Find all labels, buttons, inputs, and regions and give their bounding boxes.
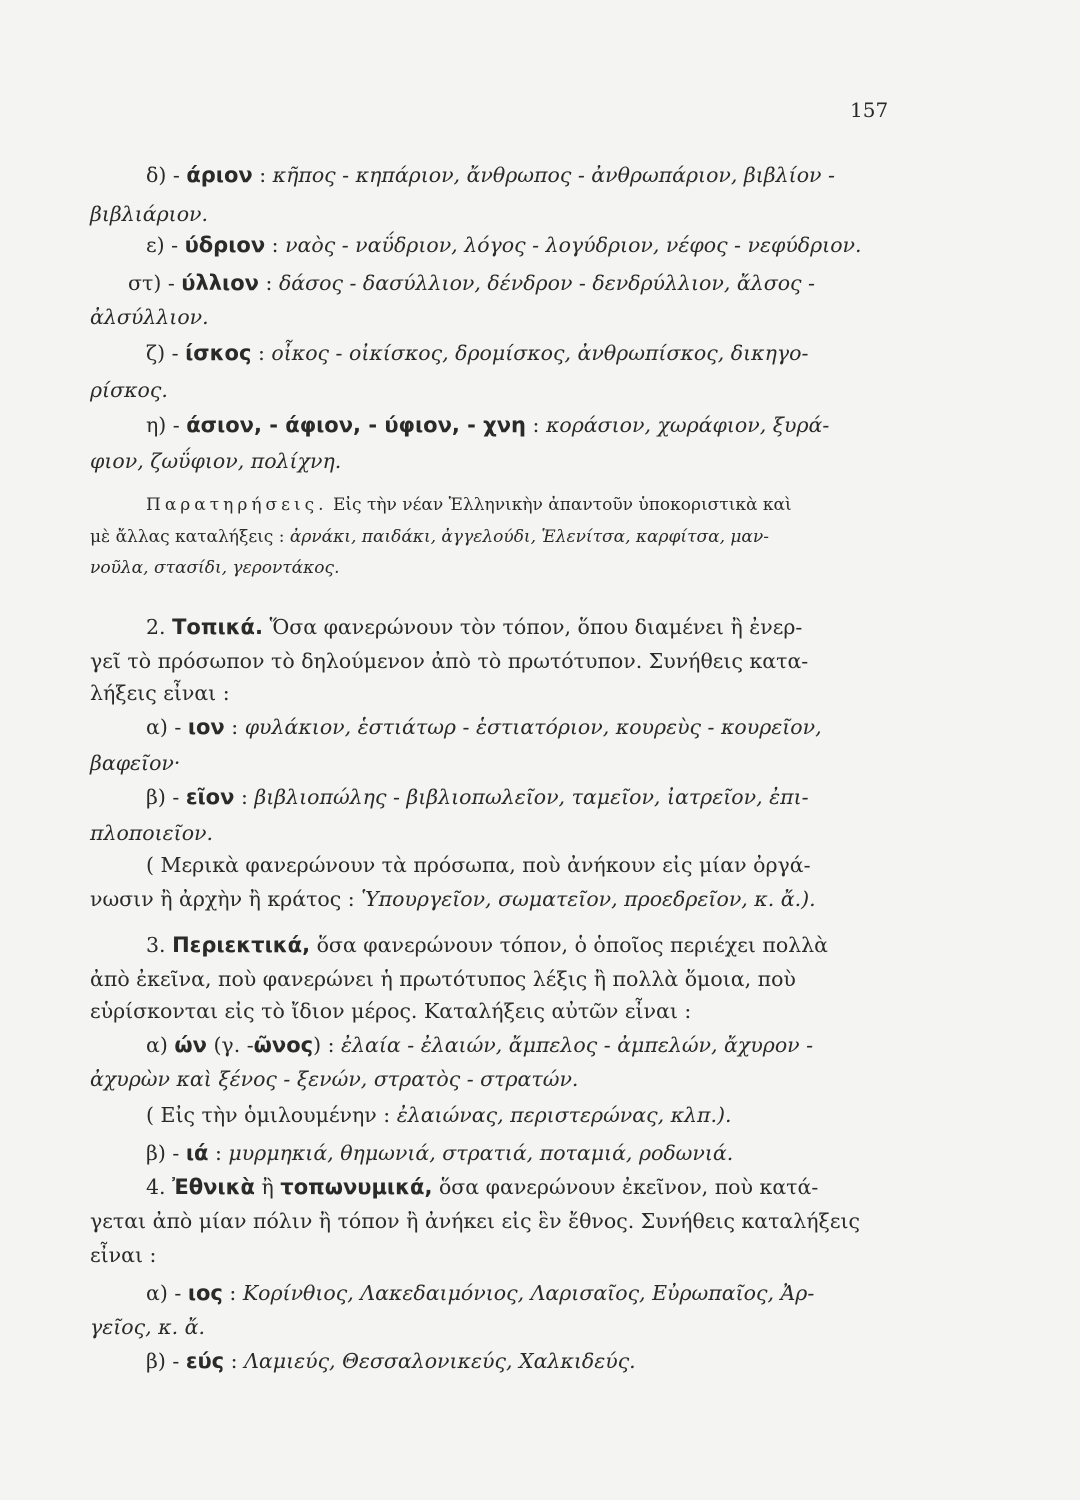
text-line: δ) - άριον : κῆπος - κηπάριον, ἄνθρωπος - ἀνθρωπάριον, βιβλίον - xyxy=(146,163,835,187)
text-line: γεῖ τὸ πρόσωπον τὸ δηλούμενον ἀπὸ τὸ πρωτότυπον. Συνήθεις κατα- xyxy=(90,649,809,673)
note-line: μὲ ἄλλας καταλήξεις : ἀρνάκι, παιδάκι, ἀγγελούδι, Ἑλενίτσα, καρφίτσα, μαν- xyxy=(90,527,769,547)
text-line: α) ών (γ. -ῶνος) : ἐλαία - ἐλαιών, ἄμπελος - ἀμπελών, ἄχυρον - xyxy=(146,1033,814,1057)
suffix-bold: ιον xyxy=(187,715,225,739)
text-line: ε) - ύδριον : ναὸς - ναΰδριον, λόγος - λογύδριον, νέφος - νεφύδριον. xyxy=(146,233,862,257)
text-line: η) - άσιον, - άφιον, - ύφιον, - χνη : κοράσιον, χωράφιον, ξυρά- xyxy=(146,413,830,437)
text-line: λήξεις εἶναι : xyxy=(90,681,230,705)
text-line: α) - ιον : φυλάκιον, ἑστιάτωρ - ἑστιατόριον, κουρεὺς - κουρεῖον, xyxy=(146,715,822,739)
example-words: κῆπος - κηπάριον, ἄνθρωπος - ἀνθρωπάριον, βιβλίον - xyxy=(272,163,835,187)
suffix-bold: ίσκος xyxy=(185,341,252,365)
suffix-bold: ών xyxy=(174,1033,207,1057)
page-number: 157 xyxy=(850,98,889,122)
text-line: ( Εἰς τὴν ὁμιλουμένην : ἐλαιώνας, περιστερώνας, κλπ.). xyxy=(146,1103,732,1127)
section-heading: τοπωνυμικά, xyxy=(280,1175,433,1199)
text-line: ρίσκος. xyxy=(90,378,168,402)
section-line: 4. Ἐθνικὰ ἢ τοπωνυμικά, ὅσα φανερώνουν ἐκεῖνον, ποὺ κατά- xyxy=(146,1175,819,1199)
text-line: ἀπὸ ἐκεῖνα, ποὺ φανερώνει ἡ πρωτότυπος λέξις ἢ πολλὰ ὅμοια, ποὺ xyxy=(90,967,796,991)
suffix-bold: ιά xyxy=(185,1141,209,1165)
text-line: εὑρίσκονται εἰς τὸ ἴδιον μέρος. Καταλήξεις αὐτῶν εἶναι : xyxy=(90,999,692,1023)
text-line: β) - ιά : μυρμηκιά, θημωνιά, στρατιά, ποταμιά, ροδωνιά. xyxy=(146,1141,734,1165)
note-heading: Παρατηρήσεις. xyxy=(146,495,328,515)
text-line: εἶναι : xyxy=(90,1243,157,1267)
text-line: β) - εύς : Λαμιεύς, Θεσσαλονικεύς, Χαλκιδεύς. xyxy=(146,1349,636,1373)
text-line: νωσιν ἢ ἀρχὴν ἢ κράτος : Ὑπουργεῖον, σωματεῖον, προεδρεῖον, κ. ἄ.). xyxy=(90,887,816,911)
text-line: γεῖος, κ. ἄ. xyxy=(90,1315,205,1339)
text-line: α) - ιος : Κορίνθιος, Λακεδαιμόνιος, Λαρισαῖος, Εὐρωπαῖος, Ἀρ- xyxy=(146,1281,815,1305)
suffix-bold: εύς xyxy=(185,1349,225,1373)
text-line: πλοποιεῖον. xyxy=(90,821,214,845)
suffix-bold: άριον xyxy=(186,163,253,187)
section-heading: Περιεκτικά, xyxy=(172,933,311,957)
section-line: 3. Περιεκτικά, ὅσα φανερώνουν τόπον, ὁ ὁποῖος περιέχει πολλὰ xyxy=(146,933,829,957)
suffix-bold: ύδριον xyxy=(184,233,266,257)
suffix-bold: άσιον, - άφιον, - ύφιον, - χνη xyxy=(186,413,526,437)
text-line: βαφεῖον· xyxy=(90,751,181,775)
suffix-bold: ύλλιον xyxy=(181,271,259,295)
text-line: ( Μερικὰ φανερώνουν τὰ πρόσωπα, ποὺ ἀνήκουν εἰς μίαν ὀργά- xyxy=(146,853,811,877)
text-line: φιον, ζωΰφιον, πολίχνη. xyxy=(90,449,342,473)
note-line: νοῦλα, στασίδι, γεροντάκος. xyxy=(90,558,340,578)
text-line: στ) - ύλλιον : δάσος - δασύλλιον, δένδρον - δενδρύλλιον, ἄλσος - xyxy=(128,271,815,295)
text-line: ἀλσύλλιον. xyxy=(90,305,209,329)
suffix-bold: ῶνος xyxy=(253,1033,314,1057)
text-line: ἀχυρὼν καὶ ξένος - ξενών, στρατὸς - στρατών. xyxy=(90,1067,579,1091)
text-line: ζ) - ίσκος : οἶκος - οἰκίσκος, δρομίσκος, ἀνθρωπίσκος, δικηγο- xyxy=(146,341,809,365)
section-line: 2. Τοπικά. Ὅσα φανερώνουν τὸν τόπον, ὅπου διαμένει ἢ ἐνερ- xyxy=(146,615,803,639)
text-line: β) - εῖον : βιβλιοπώλης - βιβλιοπωλεῖον, ταμεῖον, ἰατρεῖον, ἐπι- xyxy=(146,785,809,809)
suffix-bold: εῖον xyxy=(185,785,235,809)
suffix-bold: ιος xyxy=(187,1281,223,1305)
text-line: βιβλιάριον. xyxy=(90,202,209,226)
note-line: Παρατηρήσεις. Εἰς τὴν νέαν Ἑλληνικὴν ἀπαντοῦν ὑποκοριστικὰ καὶ xyxy=(146,495,792,515)
text-line: γεται ἀπὸ μίαν πόλιν ἢ τόπον ἢ ἀνήκει εἰς ἓν ἔθνος. Συνήθεις καταλήξεις xyxy=(90,1209,860,1233)
section-heading: Ἐθνικὰ xyxy=(172,1175,255,1199)
section-heading: Τοπικά. xyxy=(172,615,263,639)
